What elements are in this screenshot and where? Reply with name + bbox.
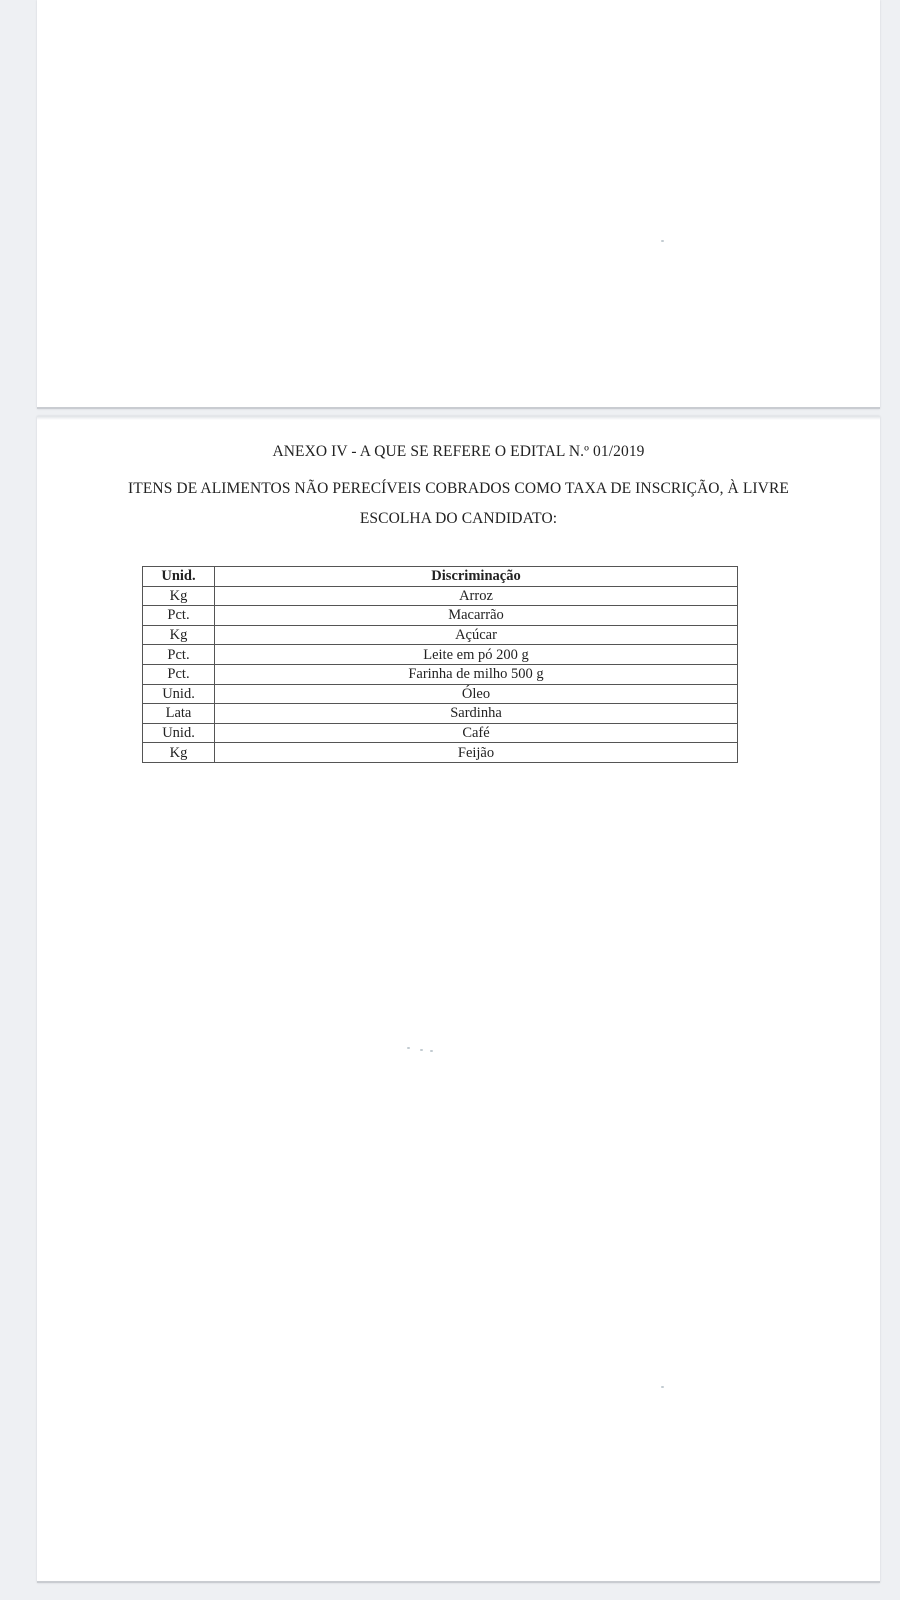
unit-cell: Pct. bbox=[143, 664, 215, 684]
table-row bbox=[143, 743, 738, 763]
description-cell: Macarrão bbox=[215, 606, 738, 626]
subtitle-line-2: ESCOLHA DO CANDIDATO: bbox=[359, 510, 558, 527]
table-row bbox=[143, 645, 738, 665]
document-page bbox=[37, 416, 880, 1583]
table-row bbox=[143, 625, 738, 645]
unit-cell: Pct. bbox=[143, 606, 215, 626]
table-row bbox=[143, 586, 738, 606]
unit-cell: Kg bbox=[143, 625, 215, 645]
table-row bbox=[143, 684, 738, 704]
scan-speck bbox=[407, 1047, 410, 1049]
description-cell: Óleo bbox=[215, 684, 738, 704]
description-cell: Arroz bbox=[215, 586, 738, 606]
scan-speck bbox=[661, 240, 664, 242]
scan-speck bbox=[661, 1386, 664, 1388]
scan-speck bbox=[430, 1050, 433, 1052]
subtitle-line-1: ITENS DE ALIMENTOS NÃO PERECÍVEIS COBRADOS COMO TAXA DE INSCRIÇÃO, À LIVRE bbox=[128, 480, 789, 497]
table-row bbox=[143, 723, 738, 743]
scan-speck bbox=[420, 1049, 423, 1051]
food-items-table bbox=[142, 566, 738, 763]
description-cell: Farinha de milho 500 g bbox=[215, 664, 738, 684]
description-column-header: Discriminação bbox=[215, 567, 738, 587]
table-row bbox=[143, 606, 738, 626]
description-cell: Açúcar bbox=[215, 625, 738, 645]
description-cell: Leite em pó 200 g bbox=[215, 645, 738, 665]
table-row bbox=[143, 704, 738, 724]
description-cell: Café bbox=[215, 723, 738, 743]
table-header-row bbox=[143, 567, 738, 587]
unit-cell: Kg bbox=[143, 586, 215, 606]
unit-cell: Kg bbox=[143, 743, 215, 763]
unit-cell: Unid. bbox=[143, 684, 215, 704]
unit-column-header: Unid. bbox=[143, 567, 215, 587]
unit-cell: Lata bbox=[143, 704, 215, 724]
description-cell: Sardinha bbox=[215, 704, 738, 724]
page-edge bbox=[37, 416, 880, 420]
unit-cell: Pct. bbox=[143, 645, 215, 665]
annex-title: ANEXO IV - A QUE SE REFERE O EDITAL N.º 01/2019 bbox=[272, 443, 645, 460]
description-cell: Feijão bbox=[215, 743, 738, 763]
previous-page bbox=[37, 0, 880, 409]
unit-cell: Unid. bbox=[143, 723, 215, 743]
table-row bbox=[143, 664, 738, 684]
